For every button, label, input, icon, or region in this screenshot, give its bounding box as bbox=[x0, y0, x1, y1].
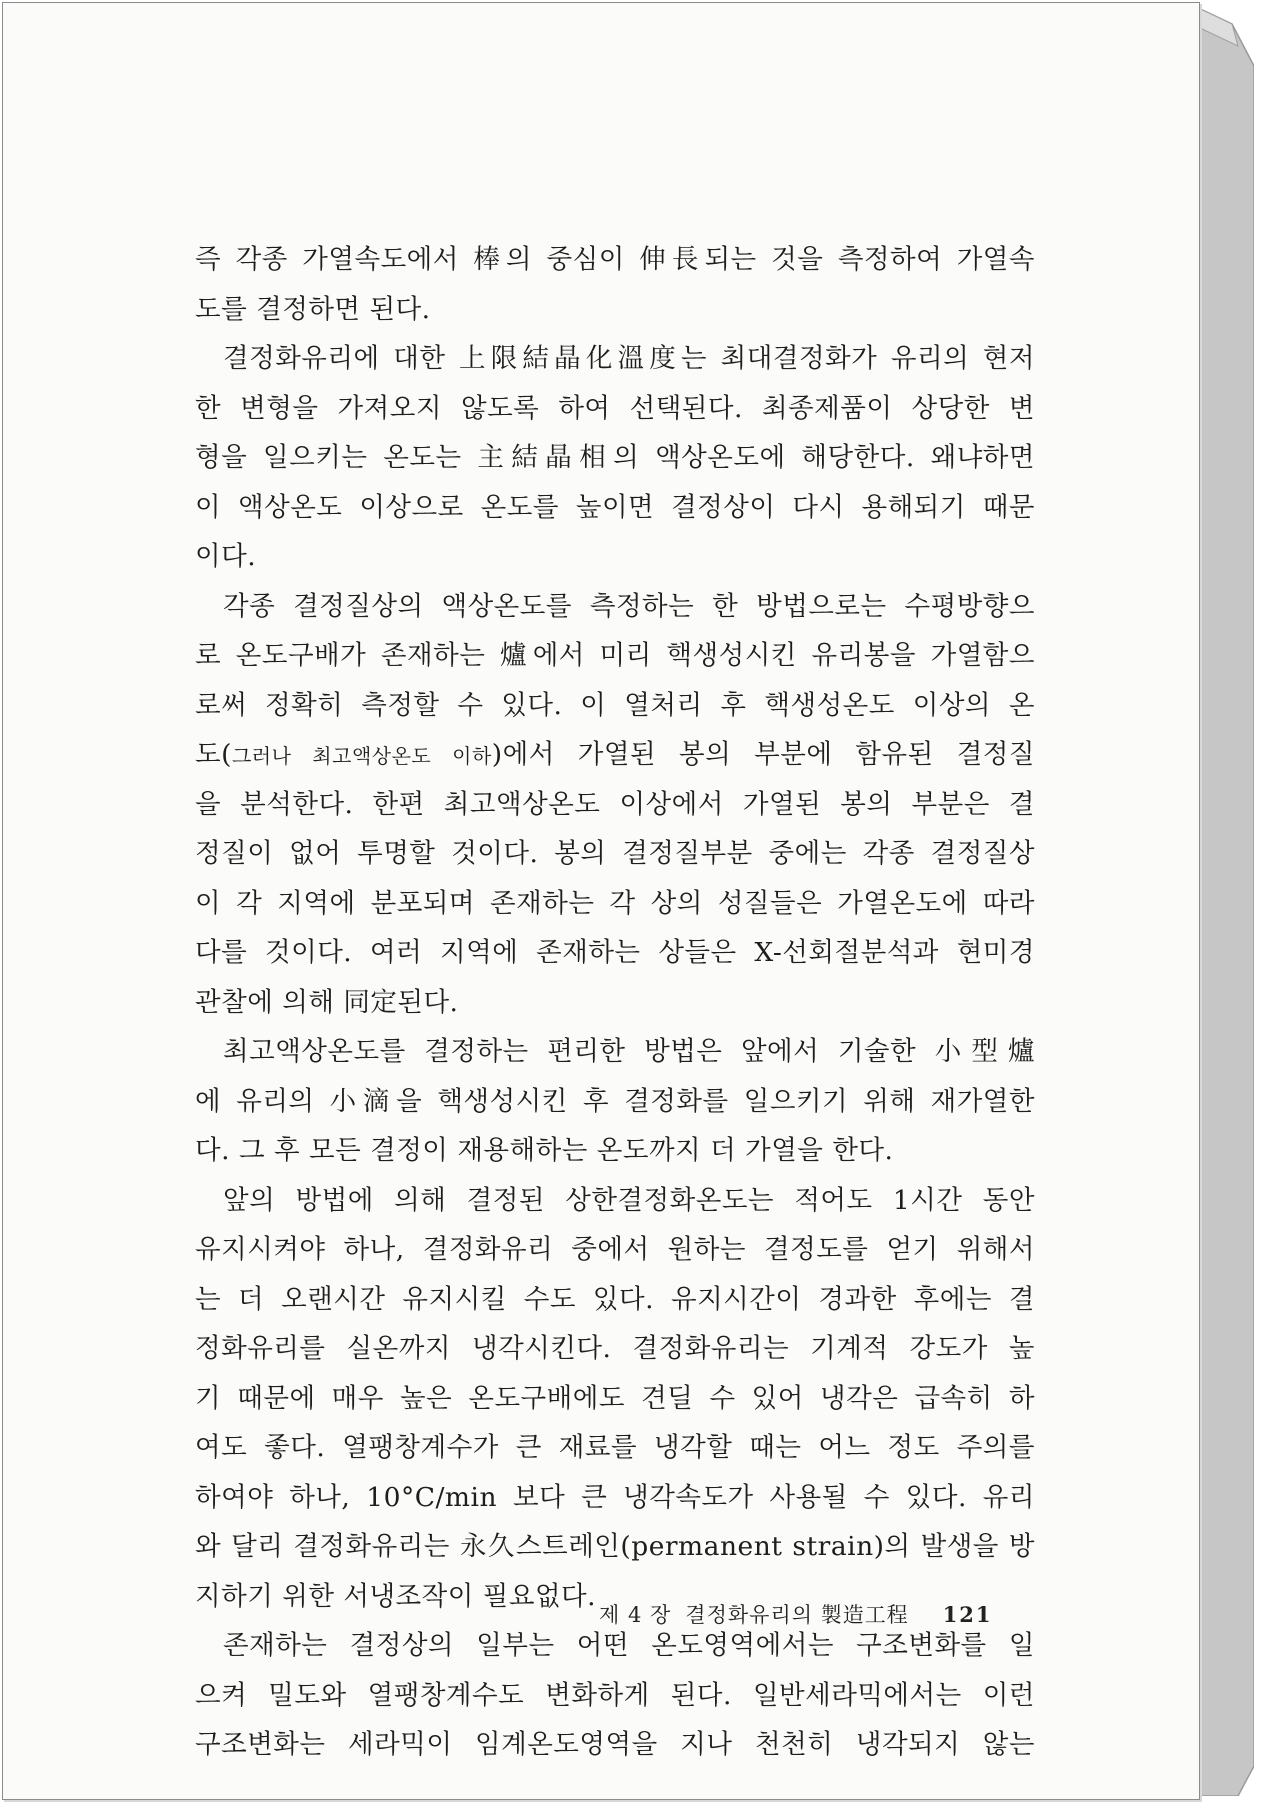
text-line: 구조변화는 세라믹이 임계온도영역을 지나 천천히 냉각되지 않는 bbox=[195, 1729, 1035, 1760]
text-line: 이다. bbox=[195, 541, 257, 572]
book-page bbox=[2, 2, 1200, 1800]
text-line: 정화유리를 실온까지 냉각시킨다. 결정화유리는 기계적 강도가 높 bbox=[195, 1333, 1035, 1364]
body-text bbox=[195, 235, 1035, 1770]
text-line: 이 각 지역에 분포되며 존재하는 각 상의 성질들은 가열온도에 따라 bbox=[195, 887, 1035, 919]
page-number: 121 bbox=[942, 1602, 993, 1627]
text-line: 결정화유리에 대한 上限結晶化溫度는 최대결정화가 유리의 현저 bbox=[223, 343, 1035, 374]
text-line: 에 유리의 小滴을 핵생성시킨 후 결정화를 일으키기 위해 재가열한 bbox=[195, 1085, 1035, 1117]
text-line: 로써 정확히 측정할 수 있다. 이 열처리 후 핵생성온도 이상의 온 bbox=[195, 689, 1035, 721]
text-line: 앞의 방법에 의해 결정된 상한결정화온도는 적어도 1시간 동안 bbox=[223, 1184, 1035, 1216]
text-line: 하여야 하나, 10°C/min 보다 큰 냉각속도가 사용될 수 있다. 유리 bbox=[195, 1481, 1035, 1513]
text-fragment-small: 그러나 최고액상온도 이하 bbox=[231, 744, 492, 768]
text-line: 다. 그 후 모든 결정이 재용해하는 온도까지 더 가열을 한다. bbox=[195, 1135, 894, 1166]
text-line: 정질이 없어 투명할 것이다. 봉의 결정질부분 중에는 각종 결정질상 bbox=[195, 838, 1035, 869]
text-line: 여도 좋다. 열팽창계수가 큰 재료를 냉각할 때는 어느 정도 주의를 bbox=[195, 1432, 1035, 1463]
text-line: 을 분석한다. 한편 최고액상온도 이상에서 가열된 봉의 부분은 결 bbox=[195, 788, 1035, 820]
text-line: 으켜 밀도와 열팽창계수도 변화하게 된다. 일반세라믹에서는 이런 bbox=[195, 1679, 1035, 1711]
text-line: 유지시켜야 하나, 결정화유리 중에서 원하는 결정도를 얻기 위해서 bbox=[195, 1234, 1035, 1265]
text-fragment: 도( bbox=[195, 739, 232, 770]
text-line: 최고액상온도를 결정하는 편리한 방법은 앞에서 기술한 小型爐 bbox=[223, 1036, 1035, 1067]
text-line: 기 때문에 매우 높은 온도구배에도 견딜 수 있어 냉각은 급속히 하 bbox=[195, 1382, 1035, 1414]
text-line: 는 더 오랜시간 유지시킬 수도 있다. 유지시간이 경과한 후에는 결 bbox=[195, 1283, 1035, 1315]
text-line: 각종 결정질상의 액상온도를 측정하는 한 방법으로는 수평방향으 bbox=[223, 590, 1035, 622]
text-fragment: )에서 가열된 봉의 부분에 함유된 결정질 bbox=[491, 739, 1035, 770]
page-footer bbox=[599, 1599, 1019, 1629]
text-line: 형을 일으키는 온도는 主結晶相의 액상온도에 해당한다. 왜냐하면 bbox=[195, 442, 1035, 473]
text-line: 다를 것이다. 여러 지역에 존재하는 상들은 X-선회절분석과 현미경 bbox=[195, 937, 1035, 968]
text-line: 지하기 위한 서냉조작이 필요없다. bbox=[195, 1580, 597, 1612]
text-line: 로 온도구배가 존재하는 爐에서 미리 핵생성시킨 유리봉을 가열함으 bbox=[195, 640, 1035, 671]
text-line: 이 액상온도 이상으로 온도를 높이면 결정상이 다시 용해되기 때문 bbox=[195, 491, 1035, 523]
text-line: 관찰에 의해 同定된다. bbox=[195, 986, 459, 1018]
text-line: 와 달리 결정화유리는 永久스트레인(permanent strain)의 발생을 방 bbox=[195, 1531, 1035, 1562]
footer-chapter: 제 4 장 bbox=[599, 1603, 672, 1627]
text-line: 도를 결정하면 된다. bbox=[195, 293, 431, 325]
text-line: 즉 각종 가열속도에서 棒의 중심이 伸長되는 것을 측정하여 가열속 bbox=[195, 244, 1035, 275]
text-line bbox=[195, 730, 1035, 780]
text-line: 존재하는 결정상의 일부는 어떤 온도영역에서는 구조변화를 일 bbox=[223, 1630, 1035, 1661]
footer-chapter-title: 결정화유리의 製造工程 bbox=[685, 1603, 909, 1627]
book-page-edge bbox=[1194, 6, 1254, 1796]
text-line: 한 변형을 가져오지 않도록 하여 선택된다. 최종제품이 상당한 변 bbox=[195, 392, 1035, 424]
